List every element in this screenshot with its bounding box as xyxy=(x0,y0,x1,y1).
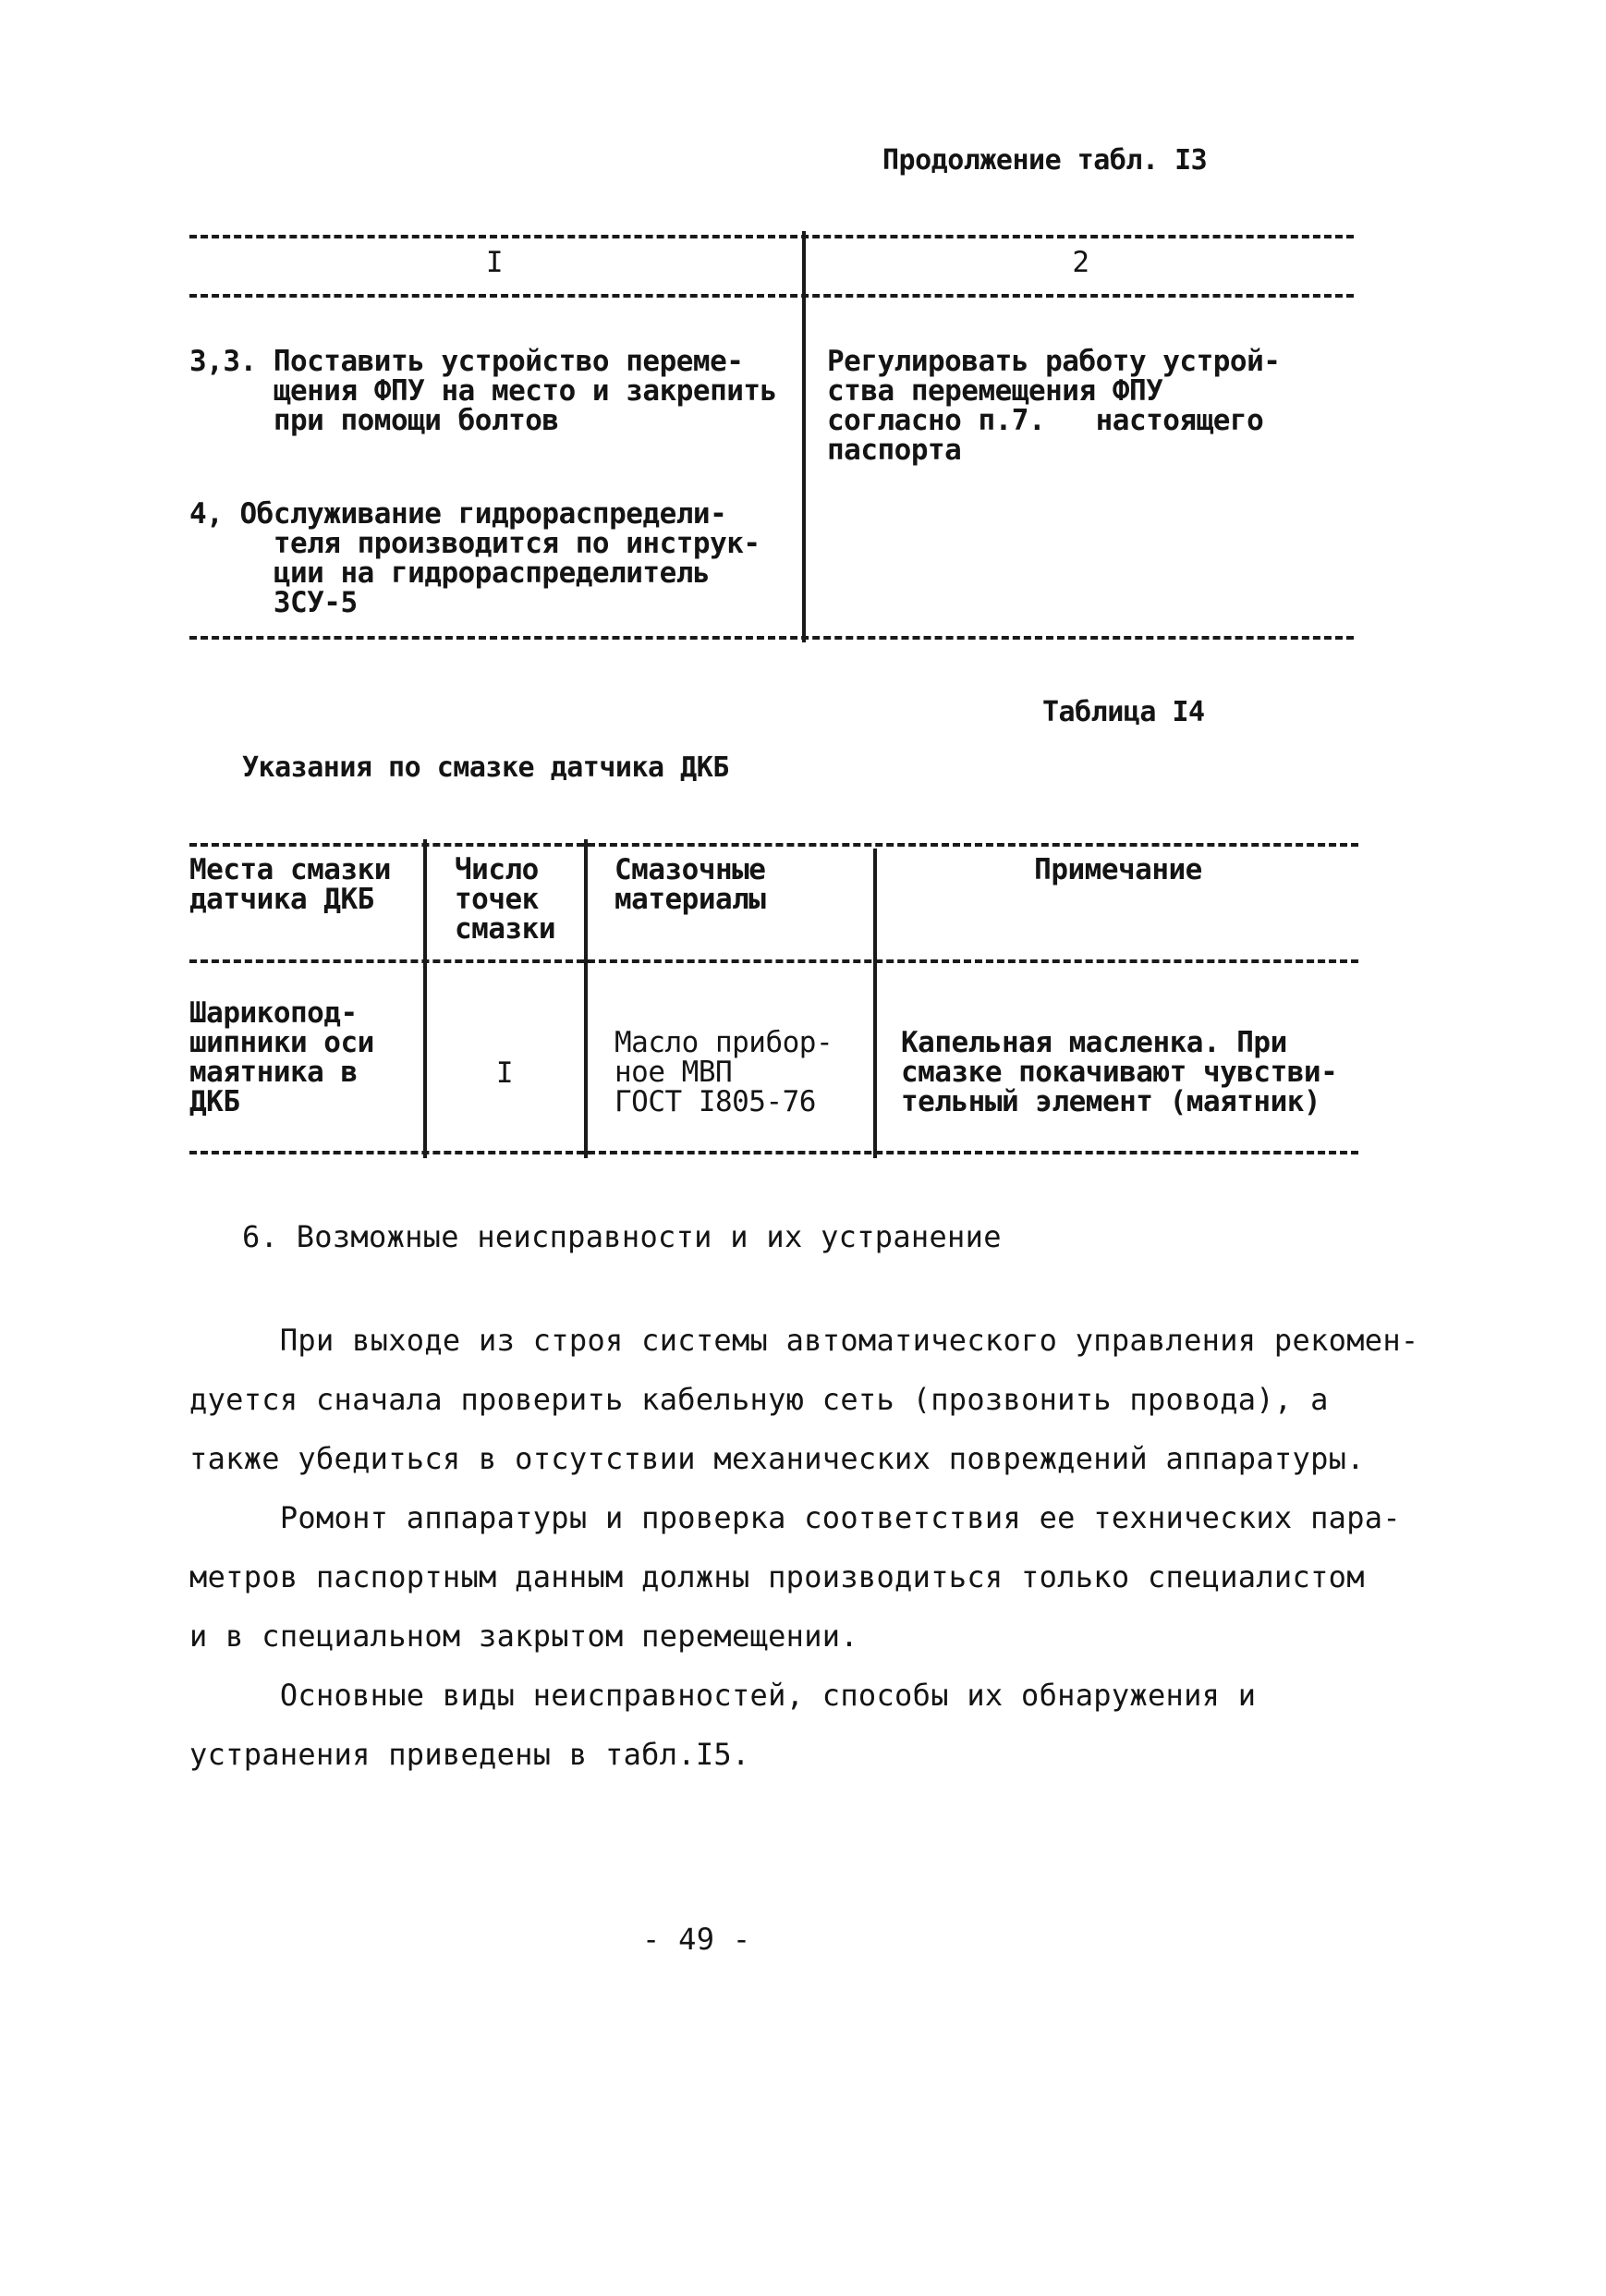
page-number: - 49 - xyxy=(642,1922,751,1957)
column-header-2: 2 xyxy=(1072,246,1089,279)
table-divider xyxy=(189,1151,1358,1154)
table-divider xyxy=(189,959,1358,963)
column-divider xyxy=(584,839,588,1158)
section-heading: 6. Возможные неисправности и их устранение xyxy=(242,1219,1002,1254)
table-cell: Шарикопод- шипники оси маятника в ДКБ xyxy=(189,996,374,1118)
column-divider xyxy=(802,231,806,642)
table-label: Таблица I4 xyxy=(1042,696,1205,728)
column-header: Примечание xyxy=(1034,853,1202,886)
table-divider xyxy=(189,235,1354,238)
column-header-1: I xyxy=(485,246,504,279)
table-divider xyxy=(189,294,1354,298)
paragraph: Основные виды неисправностей, способы их обнаружения и устранения приведены в табл.I5. xyxy=(189,1678,1257,1772)
table-cell: Капельная масленка. При смазке покачивают чувстви- тельный элемент (маятник) xyxy=(901,1026,1338,1118)
table-cell: Регулировать работу устрой- ства перемещения ФПУ согласно п.7. настоящего паспорта xyxy=(827,345,1281,467)
continuation-label: Продолжение табл. I3 xyxy=(882,144,1208,177)
table-cell: I xyxy=(495,1056,514,1090)
table-cell: 3,3. Поставить устройство переме- щения ФПУ на место и закрепить при помощи болтов xyxy=(189,345,777,437)
table-cell: 4, Обслуживание гидрораспредели- теля производится по инструк- ции на гидрораспределитель ЗСУ-5 xyxy=(189,497,760,619)
table-caption: Указания по смазке датчика ДКБ xyxy=(242,751,729,784)
paragraph: Ромонт аппаратуры и проверка соответствия ее технических пара- метров паспортным данным должны производиться только специалистом и в специальном закрытом перемещении. xyxy=(189,1500,1401,1654)
column-header: Смазочные материалы xyxy=(614,853,766,916)
table-cell: Масло прибор- ное МВП ГОСТ I805-76 xyxy=(614,1026,833,1118)
column-header: Места смазки датчика ДКБ xyxy=(189,853,391,916)
column-divider xyxy=(423,839,427,1158)
table-divider xyxy=(189,843,1358,847)
table-divider xyxy=(189,636,1354,640)
paragraph: При выходе из строя системы автоматического управления рекомен- дуется сначала проверить кабельную сеть (прозвонить провода), а также убедиться в отсутствии механических повреждений аппаратуры. xyxy=(189,1323,1419,1476)
column-header: Число точек смазки xyxy=(455,853,555,946)
column-divider xyxy=(873,849,877,1158)
